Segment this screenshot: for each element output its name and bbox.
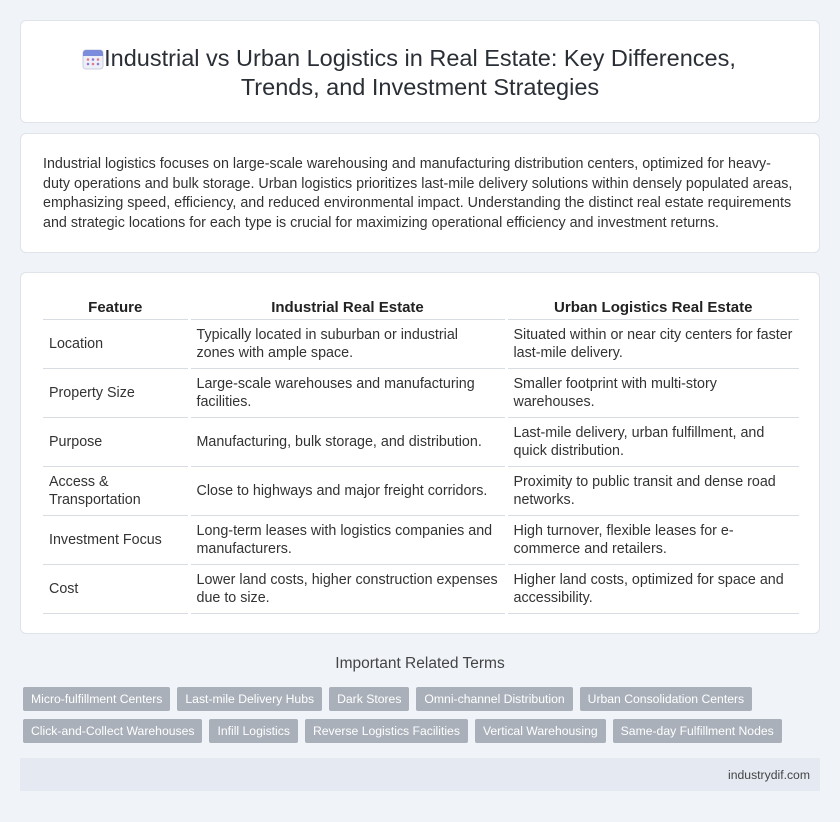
- related-terms-row-1: [23, 687, 823, 711]
- related-term-tag[interactable]: Vertical Warehousing: [475, 719, 606, 743]
- table-row: [43, 319, 799, 368]
- table-cell-industrial: Manufacturing, bulk storage, and distribution.: [189, 417, 506, 466]
- comparison-table: [43, 297, 799, 614]
- table-cell-feature: Cost: [43, 564, 189, 613]
- table-cell-feature: Location: [43, 319, 189, 368]
- related-term-tag[interactable]: Infill Logistics: [209, 719, 297, 743]
- table-row: [43, 466, 799, 515]
- related-term-tag[interactable]: Urban Consolidation Centers: [580, 687, 753, 711]
- related-term-tag[interactable]: Last-mile Delivery Hubs: [177, 687, 322, 711]
- related-terms-list: [23, 687, 823, 751]
- table-row: [43, 368, 799, 417]
- footer: [20, 758, 820, 791]
- footer-site-link[interactable]: industrydif.com: [728, 768, 810, 782]
- table-cell-industrial: Large-scale warehouses and manufacturing facilities.: [189, 368, 506, 417]
- table-cell-urban: Proximity to public transit and dense road networks.: [506, 466, 799, 515]
- table-row: [43, 515, 799, 564]
- related-term-tag[interactable]: Micro-fulfillment Centers: [23, 687, 170, 711]
- table-cell-urban: Last-mile delivery, urban fulfillment, and quick distribution.: [506, 417, 799, 466]
- table-cell-feature: Purpose: [43, 417, 189, 466]
- related-term-tag[interactable]: Click-and-Collect Warehouses: [23, 719, 202, 743]
- related-term-tag[interactable]: Same-day Fulfillment Nodes: [613, 719, 782, 743]
- intro-card: [20, 133, 820, 253]
- page-title-line-2: Trends, and Investment Strategies: [240, 74, 600, 100]
- table-header-row: [43, 297, 799, 319]
- table-cell-urban: Higher land costs, optimized for space and accessibility.: [506, 564, 799, 613]
- table-cell-industrial: Typically located in suburban or industrial zones with ample space.: [189, 319, 506, 368]
- comparison-table-card: [20, 272, 820, 634]
- related-term-tag[interactable]: Dark Stores: [329, 687, 409, 711]
- related-terms-heading: Important Related Terms: [335, 655, 505, 672]
- header-industrial: Industrial Real Estate: [189, 297, 506, 319]
- table-cell-industrial: Long-term leases with logistics companies and manufacturers.: [189, 515, 506, 564]
- table-row: [43, 417, 799, 466]
- related-term-tag[interactable]: Reverse Logistics Facilities: [305, 719, 468, 743]
- table-cell-feature: Investment Focus: [43, 515, 189, 564]
- table-cell-urban: High turnover, flexible leases for e-commerce and retailers.: [506, 515, 799, 564]
- table-cell-urban: Smaller footprint with multi-story warehouses.: [506, 368, 799, 417]
- table-cell-urban: Situated within or near city centers for faster last-mile delivery.: [506, 319, 799, 368]
- intro-paragraph: Industrial logistics focuses on large-scale warehousing and manufacturing distribution centers, optimized for heavy-duty operations and bulk storage. Urban logistics prioritizes last-mile delivery solutions within densely populated areas, emphasizing speed, efficiency, and reduced environmental impact. Understanding the distinct real estate requirements and strategic locations for each type is crucial for maximizing operational efficiency and investment returns.: [43, 156, 793, 231]
- page-title: [21, 44, 819, 102]
- table-cell-industrial: Lower land costs, higher construction expenses due to size.: [189, 564, 506, 613]
- page-title-line-1: Industrial vs Urban Logistics in Real Estate: Key Differences,: [104, 45, 736, 71]
- table-cell-feature: Access & Transportation: [43, 466, 189, 515]
- related-term-tag[interactable]: Omni-channel Distribution: [416, 687, 572, 711]
- header-feature: Feature: [43, 297, 189, 319]
- table-cell-feature: Property Size: [43, 368, 189, 417]
- related-terms-row-2: [23, 719, 823, 743]
- title-card: [20, 20, 820, 123]
- table-row: [43, 564, 799, 613]
- header-urban: Urban Logistics Real Estate: [506, 297, 799, 319]
- table-cell-industrial: Close to highways and major freight corridors.: [189, 466, 506, 515]
